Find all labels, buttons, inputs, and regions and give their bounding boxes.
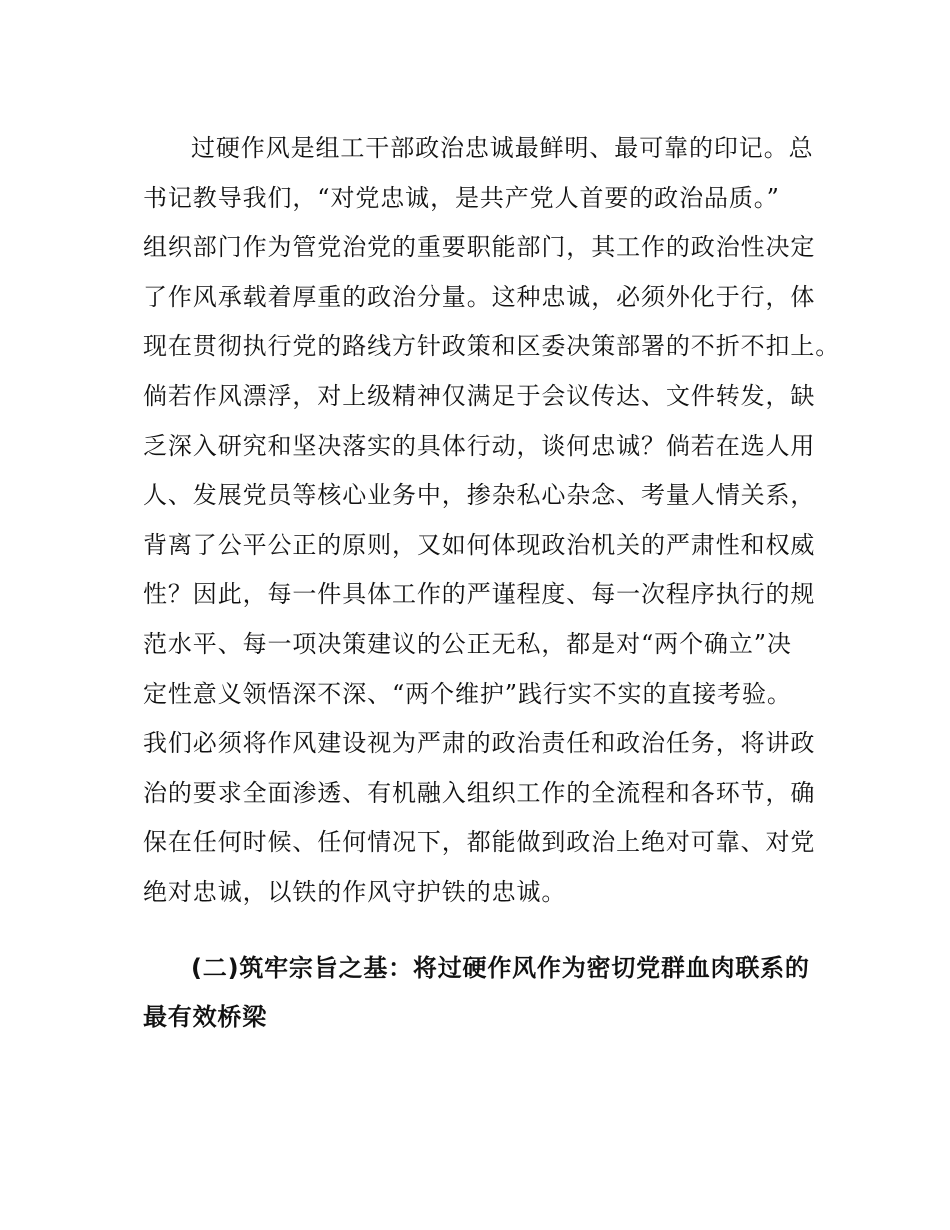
paragraph-line: 倘若作风漂浮，对上级精神仅满足于会议传达、文件转发，缺 xyxy=(143,381,816,410)
paragraph-line: 了作风承载着厚重的政治分量。这种忠诚，必须外化于行，体 xyxy=(143,282,816,311)
paragraph-line: 定性意义领悟深不深、“两个维护”践行实不实的直接考验。 xyxy=(143,679,792,708)
paragraph-line: 组织部门作为管党治党的重要职能部门，其工作的政治性决定 xyxy=(143,233,816,262)
section-heading-line: (二)筑牢宗旨之基：将过硬作风作为密切党群血肉联系的 xyxy=(191,953,810,982)
paragraph-line: 乏深入研究和坚决落实的具体行动，谈何忠诚？倘若在选人用 xyxy=(143,431,816,460)
paragraph-line: 性？因此，每一件具体工作的严谨程度、每一次程序执行的规 xyxy=(143,580,816,609)
paragraph-line: 绝对忠诚，以铁的作风守护铁的忠诚。 xyxy=(143,877,567,906)
paragraph-line: 人、发展党员等核心业务中，掺杂私心杂念、考量人情关系， xyxy=(143,481,816,510)
paragraph-line: 现在贯彻执行党的路线方针政策和区委决策部署的不折不扣上。 xyxy=(143,332,841,361)
paragraph-line: 范水平、每一项决策建议的公正无私，都是对“两个确立”决 xyxy=(143,629,792,658)
paragraph-line: 过硬作风是组工干部政治忠诚最鲜明、最可靠的印记。总 xyxy=(191,134,814,162)
paragraph-political-loyalty xyxy=(143,124,841,918)
paragraph-line: 背离了公平公正的原则，又如何体现政治机关的严肃性和权威 xyxy=(143,530,816,559)
paragraph-line: 我们必须将作风建设视为严肃的政治责任和政治任务，将讲政 xyxy=(143,729,816,758)
section-heading xyxy=(143,944,815,1043)
document-body xyxy=(143,124,841,1043)
section-heading-line: 最有效桥梁 xyxy=(143,1003,267,1032)
paragraph-line: 保在任何时候、任何情况下，都能做到政治上绝对可靠、对党 xyxy=(143,828,816,857)
paragraph-line: 书记教导我们，“对党忠诚，是共产党人首要的政治品质。” xyxy=(143,183,780,212)
paragraph-line: 治的要求全面渗透、有机融入组织工作的全流程和各环节，确 xyxy=(143,778,816,807)
